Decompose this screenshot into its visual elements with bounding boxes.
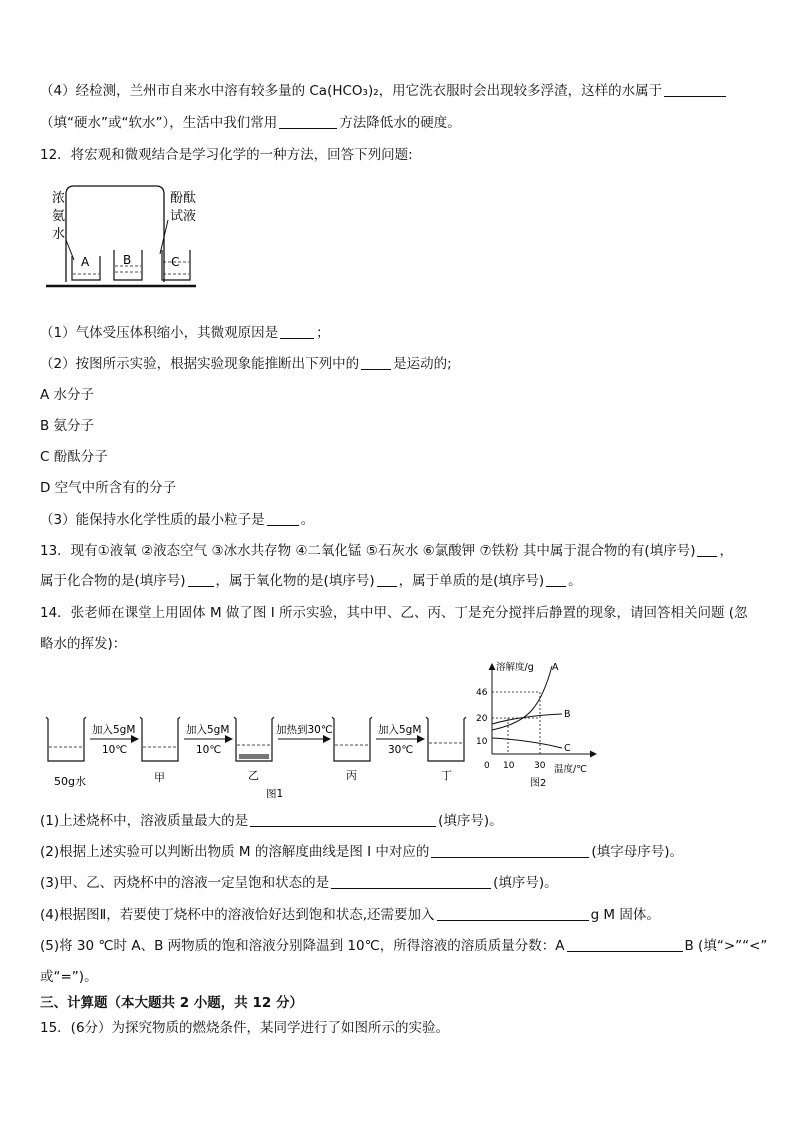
answer-blank[interactable] — [546, 572, 566, 587]
q14-sub5: (5)将 30 ℃时 A、B 两物质的饱和溶液分别降温到 10℃，所得溶液的溶质质量分数：A B (填“>”“<” — [40, 938, 768, 954]
answer-blank[interactable] — [697, 542, 717, 557]
fig-right-label-1: 酚酞 — [170, 191, 197, 206]
answer-blank[interactable] — [431, 843, 589, 858]
q14-sub2: (2)根据上述实验可以判断出物质 M 的溶解度曲线是图 I 中对应的 (填字母序号)。 — [40, 844, 683, 860]
answer-blank[interactable] — [361, 355, 391, 370]
q12-option-a: A 水分子 — [40, 387, 95, 403]
curve-c-label: C — [564, 743, 571, 754]
answer-blank[interactable] — [377, 572, 397, 587]
q12-sub1: （1）气体受压体积缩小，其微观原因是 ； — [40, 325, 330, 341]
q14-sub4: (4)根据图Ⅱ，若要使丁烧杯中的溶液恰好达到饱和状态,还需要加入 g M 固体。 — [40, 907, 660, 923]
beaker-b-label: B — [123, 253, 132, 267]
q14-stem-line1: 14．张老师在课堂上用固体 M 做了图 I 所示实验，其中甲、乙、丙、丁是充分搅拌后静置的现象，请回答相关问题 (忽 — [40, 605, 748, 621]
curve-b-label: B — [564, 709, 571, 720]
beaker-4-label: 丁 — [441, 769, 452, 782]
x-axis-label: 温度/℃ — [554, 764, 587, 775]
arrow-4-bottom: 30℃ — [388, 744, 414, 756]
answer-blank[interactable] — [188, 572, 214, 587]
beaker-3-label: 丙 — [346, 769, 357, 782]
q12-stem: 12．将宏观和微观结合是学习化学的一种方法，回答下列问题: — [40, 147, 413, 163]
y-axis-label: 溶解度/g — [496, 662, 534, 673]
answer-blank[interactable] — [280, 324, 314, 339]
arrow-1-top: 加入5gM — [92, 724, 136, 736]
q13-line2: 属于化合物的是(填序号) ，属于氧化物的是(填序号) ，属于单质的是(填序号) 。 — [40, 573, 582, 589]
x-tick-0: 0 — [484, 761, 490, 771]
fig-left-label-2: 氨 — [52, 209, 66, 224]
beaker-2-label: 乙 — [248, 769, 259, 782]
figure-2-solubility-chart — [470, 658, 610, 793]
figure-2-caption: 图2 — [530, 778, 547, 789]
q15-stem: 15．(6分）为探究物质的燃烧条件，某同学进行了如图所示的实验。 — [40, 1020, 450, 1036]
y-tick-10: 10 — [476, 737, 488, 747]
x-tick-10: 10 — [503, 761, 515, 771]
q13-line1: 13．现有①液氧 ②液态空气 ③冰水共存物 ④二氧化锰 ⑤石灰水 ⑥氯酸钾 ⑦铁粉 其中属于混合物的有(填序号) ， — [40, 543, 733, 559]
q14-stem-line2: 略水的挥发)： — [40, 636, 127, 652]
q12-sub3: （3）能保持水化学性质的最小粒子是 。 — [40, 512, 315, 528]
answer-blank[interactable] — [567, 937, 683, 952]
q14-sub3: (3)甲、乙、丙烧杯中的溶液一定呈饱和状态的是 (填序号)。 — [40, 875, 558, 891]
fig-left-label-1: 浓 — [52, 191, 66, 206]
arrow-3-top: 加热到30℃ — [276, 724, 333, 736]
x-tick-30: 30 — [534, 761, 546, 771]
q12-option-b: B 氨分子 — [40, 418, 95, 434]
answer-blank[interactable] — [279, 114, 337, 129]
q12-option-d: D 空气中所含有的分子 — [40, 480, 177, 496]
beaker-a-label: A — [81, 255, 90, 269]
curve-a-label: A — [552, 662, 559, 673]
q12-option-c: C 酚酞分子 — [40, 449, 108, 465]
q11-part4-line1: （4）经检测，兰州市自来水中溶有较多量的 Ca(HCO₃)₂，用它洗衣服时会出现较多浮渣，这样的水属于 — [40, 82, 728, 100]
arrow-1-bottom: 10℃ — [102, 744, 128, 756]
ammonia-diffusion-figure — [40, 180, 210, 298]
arrow-2-bottom: 10℃ — [196, 744, 222, 756]
beaker-0-label: 50g水 — [54, 775, 86, 788]
beaker-ding — [426, 717, 466, 782]
answer-blank[interactable] — [250, 812, 436, 827]
beaker-1-label: 甲 — [154, 771, 165, 784]
curve-a — [492, 666, 552, 730]
q14-sub5-cont: 或“=”)。 — [40, 969, 98, 985]
beaker-yi — [234, 717, 274, 782]
fig-left-label-3: 水 — [52, 227, 66, 242]
beaker-jia — [140, 717, 180, 784]
q14-sub1: (1)上述烧杯中，溶液质量最大的是 (填序号)。 — [40, 813, 503, 829]
answer-blank[interactable] — [664, 82, 726, 97]
arrow-4-top: 加入5gM — [378, 724, 422, 736]
beaker-bing — [332, 717, 372, 782]
y-tick-20: 20 — [476, 714, 488, 724]
q12-sub2: （2）按图所示实验，根据实验现象能推断出下列中的 是运动的; — [40, 356, 452, 372]
answer-blank[interactable] — [267, 511, 299, 526]
curve-c — [492, 738, 562, 748]
figure-1-beaker-sequence — [40, 705, 480, 805]
answer-blank[interactable] — [331, 874, 491, 889]
arrow-2-top: 加入5gM — [186, 724, 230, 736]
section-3-heading: 三、计算题（本大题共 2 小题，共 12 分） — [40, 995, 303, 1011]
beaker-c-label: C — [171, 255, 180, 269]
figure-1-caption: 图1 — [266, 788, 284, 800]
y-tick-46: 46 — [476, 688, 488, 698]
fig-right-label-2: 试液 — [170, 209, 197, 224]
answer-blank[interactable] — [437, 906, 589, 921]
beaker-50g-water — [46, 717, 86, 788]
q11-part4-line2: （填“硬水”或“软水”），生活中我们常用 方法降低水的硬度。 — [40, 115, 461, 131]
